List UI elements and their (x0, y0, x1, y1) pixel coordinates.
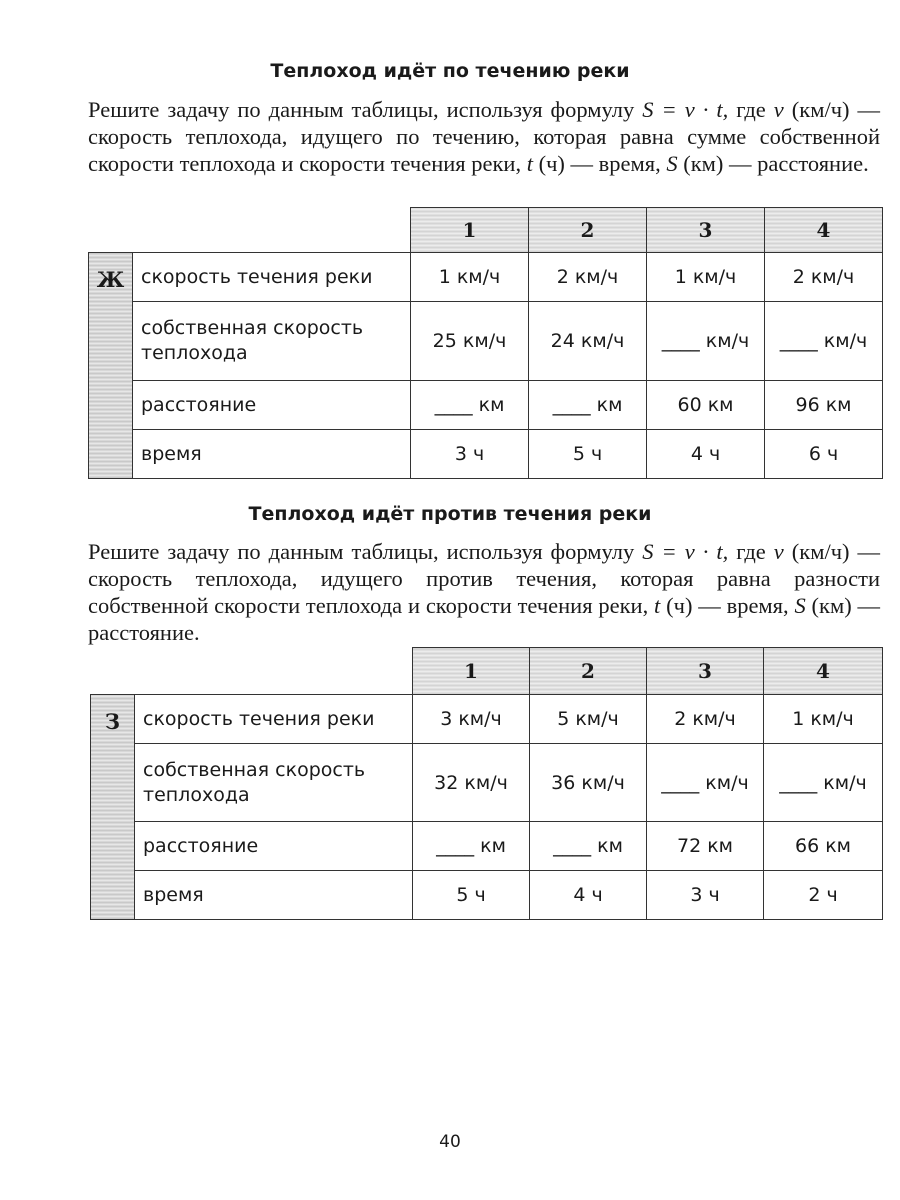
table-row (89, 430, 883, 479)
section2-s-symbol: S (794, 593, 806, 618)
page-number: 40 (439, 1132, 461, 1152)
table-cell: 3 ч (647, 871, 764, 920)
table-cell: ____ км (413, 822, 530, 871)
table-row (91, 744, 883, 822)
row-label: расстояние (135, 822, 413, 871)
section2-heading: Теплоход идёт против течения реки (248, 503, 652, 525)
table-row (89, 302, 883, 381)
section2-s-definition: (км) — расстояние. (88, 593, 881, 645)
table-cell: ____ км (411, 381, 529, 430)
table-cell: 66 км (764, 822, 883, 871)
section1-s-symbol: S (666, 151, 678, 176)
task-letter: Ж (89, 253, 133, 479)
table-cell: 3 ч (411, 430, 529, 479)
row-label: собственная скорость теплохода (133, 302, 411, 381)
section1-v-symbol: v (773, 97, 784, 122)
table-row (89, 381, 883, 430)
row-label: время (135, 871, 413, 920)
table-cell: ____ км (529, 381, 647, 430)
table-cell: 1 км/ч (764, 695, 883, 744)
table-cell: ____ км/ч (647, 302, 765, 381)
table-cell: 72 км (647, 822, 764, 871)
section2-t-symbol: t (654, 593, 661, 618)
section2-formula: S = v · t, (642, 539, 729, 564)
table-cell: 2 км/ч (647, 695, 764, 744)
column-header: 3 (647, 208, 765, 253)
section1-t-symbol: t (526, 151, 533, 176)
table-corner (91, 648, 413, 695)
section1-heading: Теплоход идёт по течению реки (270, 60, 630, 82)
section2-t-definition: (ч) — время, (660, 593, 795, 618)
table-cell: 5 ч (529, 430, 647, 479)
table-cell: ____ км (530, 822, 647, 871)
table-cell: 4 ч (530, 871, 647, 920)
section1-intro: Решите задачу по данным таблицы, используя формулу (88, 97, 635, 122)
column-header: 2 (529, 208, 647, 253)
column-header: 1 (413, 648, 530, 695)
column-header: 4 (765, 208, 883, 253)
section1-where: где (736, 97, 774, 122)
section2-where: где (736, 539, 774, 564)
column-header: 2 (530, 648, 647, 695)
section2-problem-text (88, 538, 880, 646)
table-row (91, 871, 883, 920)
section2-intro: Решите задачу по данным таблицы, используя формулу (88, 539, 635, 564)
row-label: собственная скорость теплохода (135, 744, 413, 822)
section2-v-definition: (км/ч) —скорость теплохода, идущего против течения, которая равна разности собственной скорости теплохода и скорости течения реки, (88, 539, 881, 618)
column-header: 3 (647, 648, 764, 695)
table-row (91, 695, 883, 744)
table-cell: 6 ч (765, 430, 883, 479)
section1-t-definition: (ч) — время, (532, 151, 667, 176)
table-zh (88, 207, 883, 479)
table-cell: ____ км/ч (647, 744, 764, 822)
column-header: 4 (764, 648, 883, 695)
table-cell: 60 км (647, 381, 765, 430)
table-cell: 4 ч (647, 430, 765, 479)
section1-problem-text (88, 96, 880, 177)
column-header: 1 (411, 208, 529, 253)
table-cell: 3 км/ч (413, 695, 530, 744)
table-cell: 2 км/ч (765, 253, 883, 302)
section2-v-symbol: v (773, 539, 784, 564)
table-cell: 5 ч (413, 871, 530, 920)
table-cell: 32 км/ч (413, 744, 530, 822)
task-letter: З (91, 695, 135, 920)
table-cell: ____ км/ч (765, 302, 883, 381)
table-cell: 2 ч (764, 871, 883, 920)
table-row (89, 253, 883, 302)
section1-s-definition: (км) — расстояние. (677, 151, 869, 176)
table-cell: 5 км/ч (530, 695, 647, 744)
table-cell: ____ км/ч (764, 744, 883, 822)
table-cell: 1 км/ч (647, 253, 765, 302)
section1-formula: S = v · t, (642, 97, 729, 122)
row-label: расстояние (133, 381, 411, 430)
row-label: время (133, 430, 411, 479)
table-cell: 36 км/ч (530, 744, 647, 822)
table-cell: 2 км/ч (529, 253, 647, 302)
table-cell: 1 км/ч (411, 253, 529, 302)
table-row (91, 822, 883, 871)
row-label: скорость течения реки (135, 695, 413, 744)
section1-v-definition: (км/ч) — скорость теплохода, идущего по течению, которая равна сумме собственной скорости теплохода и скорости течения реки, (88, 97, 881, 176)
table-corner (89, 208, 411, 253)
table-cell: 25 км/ч (411, 302, 529, 381)
table-cell: 96 км (765, 381, 883, 430)
table-z (90, 647, 883, 920)
row-label: скорость течения реки (133, 253, 411, 302)
table-cell: 24 км/ч (529, 302, 647, 381)
